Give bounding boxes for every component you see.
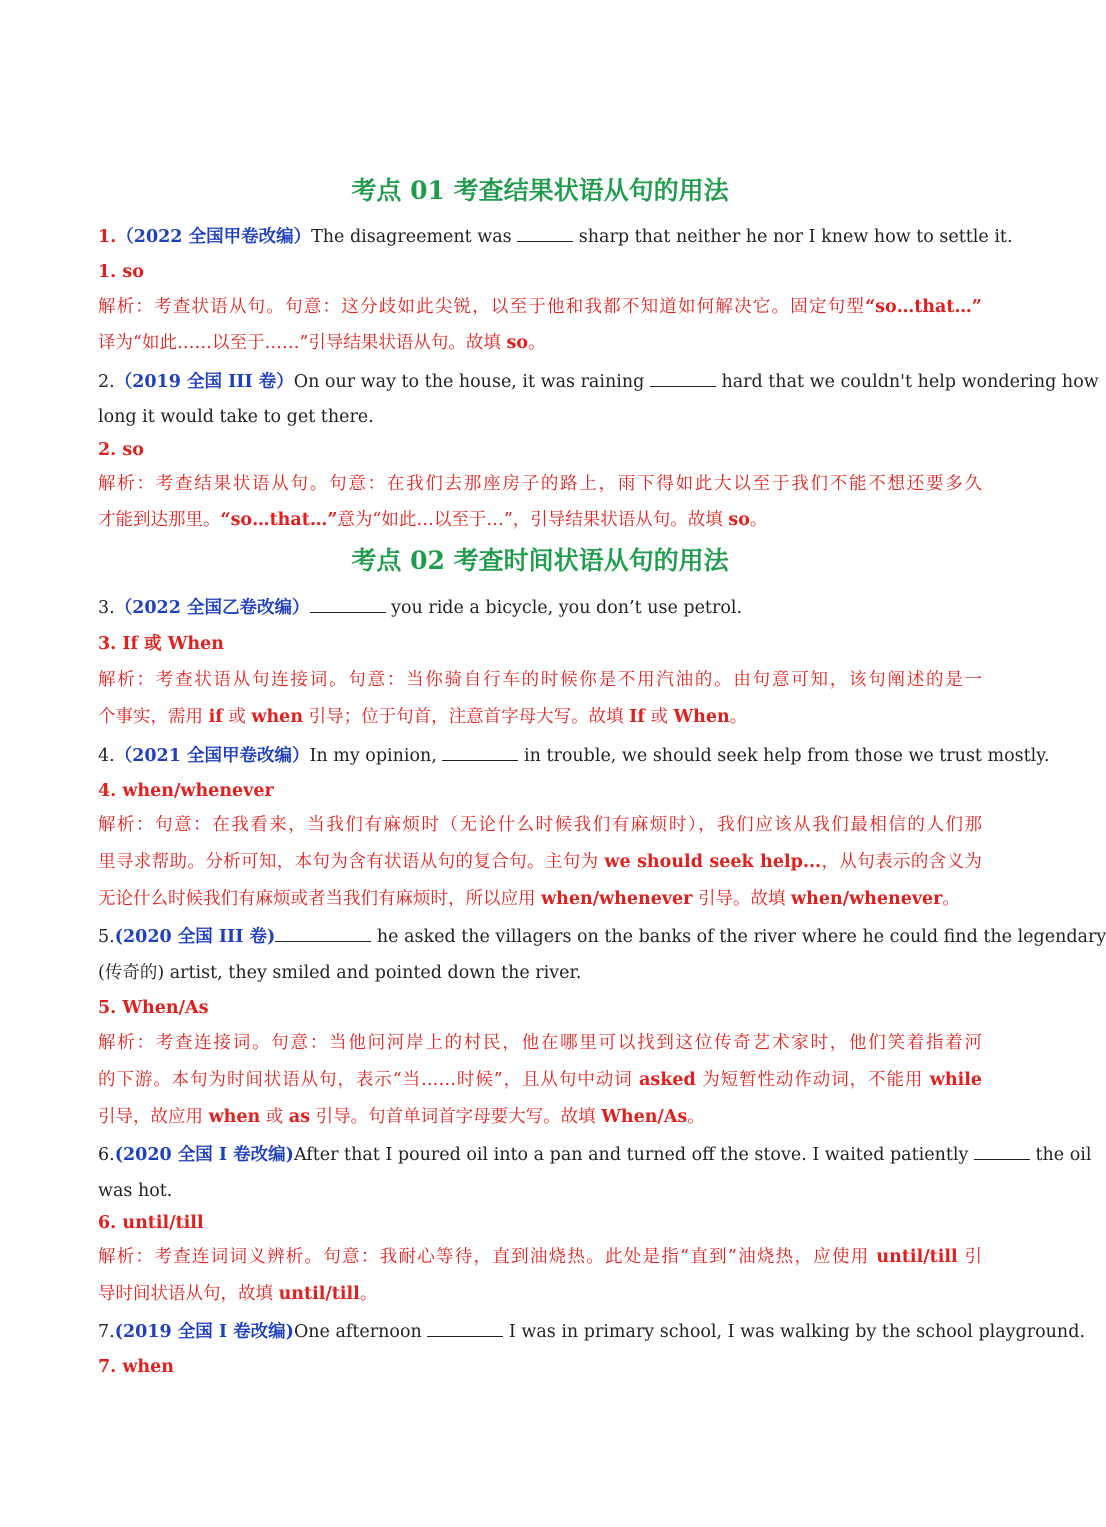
question-text: you ride a bicycle, you don’t use petrol. [385, 598, 743, 618]
explanation-text: 引 [957, 1247, 982, 1267]
explanation-keyword: as [288, 1107, 311, 1127]
question-source: （2022 全国乙卷改编） [114, 598, 310, 618]
answer-4: 4. when/whenever [98, 781, 274, 801]
explanation-1-line-1 [98, 294, 982, 320]
question-2 [98, 368, 1099, 395]
question-1 [98, 223, 1013, 250]
question-source: （2022 全国甲卷改编） [116, 227, 312, 247]
explanation-keyword: “so…that…” [220, 510, 338, 530]
explanation-2-line-2 [98, 507, 982, 533]
question-source: （2021 全国甲卷改编） [114, 746, 310, 766]
explanation-keyword: When [673, 707, 730, 727]
question-number: 7. [98, 1322, 115, 1342]
answer-7: 7. when [98, 1357, 175, 1377]
explanation-keyword: when/whenever [791, 889, 943, 909]
explanation-text: 为短暂性动作动词，不能用 [695, 1070, 930, 1090]
explanation-text: 或 [222, 707, 252, 727]
explanation-keyword: when/whenever [541, 889, 693, 909]
explanation-text: 导时间状语从句，故填 [98, 1284, 279, 1304]
answer-5: 5. When/As [98, 998, 209, 1018]
explanation-text: 。 [942, 889, 960, 909]
explanation-text: 无论什么时候我们有麻烦或者当我们有麻烦时，所以应用 [98, 889, 542, 909]
explanation-text: 。 [528, 333, 546, 353]
explanation-text: 才能到达那里。 [98, 510, 221, 530]
question-source: （2019 全国 III 卷） [114, 372, 294, 392]
question-text: After that I poured oil into a pan and turned off the stove. I waited patiently [293, 1145, 974, 1165]
section-title-01: 考点 01 考查结果状语从句的用法 [351, 176, 729, 205]
explanation-keyword: while [929, 1070, 982, 1090]
question-text: One afternoon [293, 1322, 428, 1342]
explanation-text: 。 [359, 1284, 378, 1304]
explanation-text: 里寻求帮助。分析可知，本句为含有状语从句的复合句。主句为 [98, 852, 605, 872]
explanation-keyword: we should seek help... [604, 852, 822, 872]
section-title-02: 考点 02 考查时间状语从句的用法 [351, 546, 729, 575]
question-text: I was in primary school, I was walking by the school playground. [503, 1322, 1085, 1342]
explanation-keyword: so [728, 510, 750, 530]
question-5-line-2: (传奇的) artist, they smiled and pointed down the river. [98, 963, 582, 983]
explanation-keyword: until/till [876, 1247, 958, 1267]
explanation-keyword: until/till [278, 1284, 360, 1304]
question-text: The disagreement was [311, 227, 518, 247]
question-3 [98, 594, 982, 621]
explanation-4-line-3 [98, 886, 982, 912]
explanation-text: 个事实，需用 [98, 707, 209, 727]
explanation-text: 引导；位于句首，注意首字母大写。故填 [303, 707, 630, 727]
question-6 [98, 1141, 1092, 1168]
answer-1: 1. so [98, 262, 144, 282]
explanation-3-line-2 [98, 704, 982, 730]
explanation-5-line-3 [98, 1104, 982, 1130]
explanation-keyword: if [208, 707, 223, 727]
explanation-text: 引导。故填 [692, 889, 792, 909]
explanation-text: ，从句表示的含义为 [821, 852, 982, 872]
answer-6: 6. until/till [98, 1213, 204, 1233]
explanation-6-line-2 [98, 1281, 982, 1307]
question-source: (2019 全国 I 卷改编) [114, 1322, 294, 1342]
explanation-keyword: so [506, 333, 528, 353]
answer-3: 3. If 或 When [98, 634, 224, 654]
explanation-text: 解析：考查状语从句。句意：这分歧如此尖锐，以至于他和我都不知道如何解决它。固定句型 [98, 297, 866, 317]
explanation-text: 。 [687, 1107, 705, 1127]
question-number: 4. [98, 746, 115, 766]
question-source: (2020 全国 III 卷) [114, 927, 276, 947]
question-text: In my opinion, [309, 746, 443, 766]
answer-blank [442, 742, 518, 761]
explanation-3-line-1: 解析：考查状语从句连接词。句意：当你骑自行车的时候你是不用汽油的。由句意可知，该句阐述的是一 [98, 670, 982, 690]
explanation-1-line-2 [98, 330, 982, 356]
answer-blank [517, 223, 573, 242]
explanation-keyword: “so…that…” [865, 297, 982, 317]
question-text: he asked the villagers on the banks of the river where he could find the legendary [371, 927, 1106, 947]
question-7 [98, 1318, 1085, 1345]
explanation-text: 或 [260, 1107, 289, 1127]
explanation-keyword: when [208, 1107, 261, 1127]
explanation-text: 。 [729, 707, 748, 727]
answer-blank [275, 923, 371, 942]
explanation-text: 引导。句首单词首字母要大写。故填 [310, 1107, 602, 1127]
explanation-keyword: asked [639, 1070, 696, 1090]
question-6-line-2: was hot. [98, 1181, 173, 1201]
question-4 [98, 742, 1050, 769]
answer-blank [650, 368, 716, 387]
explanation-text: 。 [749, 510, 768, 530]
question-text: sharp that neither he nor I knew how to settle it. [573, 227, 1013, 247]
explanation-text: 解析：考查连词词义辨析。句意：我耐心等待，直到油烧热。此处是指“直到”油烧热，应使用 [98, 1247, 877, 1267]
question-number: 6. [98, 1145, 115, 1165]
question-number: 3. [98, 598, 115, 618]
explanation-6-line-1 [98, 1244, 982, 1270]
question-2-line-2: long it would take to get there. [98, 407, 374, 427]
answer-blank [310, 594, 386, 613]
explanation-4-line-1: 解析：句意：在我看来，当我们有麻烦时（无论什么时候我们有麻烦时），我们应该从我们最相信的人们那 [98, 815, 982, 835]
explanation-text: 引导，故应用 [98, 1107, 209, 1127]
question-number: 1. [98, 227, 117, 247]
explanation-text: 或 [644, 707, 674, 727]
question-5 [98, 923, 1106, 950]
question-number: 5. [98, 927, 115, 947]
explanation-text: 译为“如此……以至于……”引导结果状语从句。故填 [98, 333, 507, 353]
answer-blank [974, 1141, 1030, 1160]
question-number: 2. [98, 372, 115, 392]
explanation-4-line-2 [98, 849, 982, 875]
question-source: (2020 全国 I 卷改编) [114, 1145, 294, 1165]
explanation-keyword: If [629, 707, 645, 727]
answer-2: 2. so [98, 440, 144, 460]
explanation-text: 意为“如此…以至于…”，引导结果状语从句。故填 [337, 510, 729, 530]
question-text: On our way to the house, it was raining [293, 372, 650, 392]
explanation-5-line-2 [98, 1067, 982, 1093]
question-text: the oil [1029, 1145, 1092, 1165]
question-text: in trouble, we should seek help from those we trust mostly. [518, 746, 1050, 766]
explanation-keyword: When/As [601, 1107, 688, 1127]
explanation-text: 的下游。本句为时间状语从句，表示“当……时候”，且从句中动词 [98, 1070, 640, 1090]
question-text: hard that we couldn't help wondering how [715, 372, 1099, 392]
explanation-5-line-1: 解析：考查连接词。句意：当他问河岸上的村民，他在哪里可以找到这位传奇艺术家时，他们笑着指着河 [98, 1033, 982, 1053]
answer-blank [427, 1318, 503, 1337]
explanation-keyword: when [251, 707, 304, 727]
explanation-2-line-1: 解析：考查结果状语从句。句意：在我们去那座房子的路上，雨下得如此大以至于我们不能不想还要多久 [98, 474, 982, 494]
